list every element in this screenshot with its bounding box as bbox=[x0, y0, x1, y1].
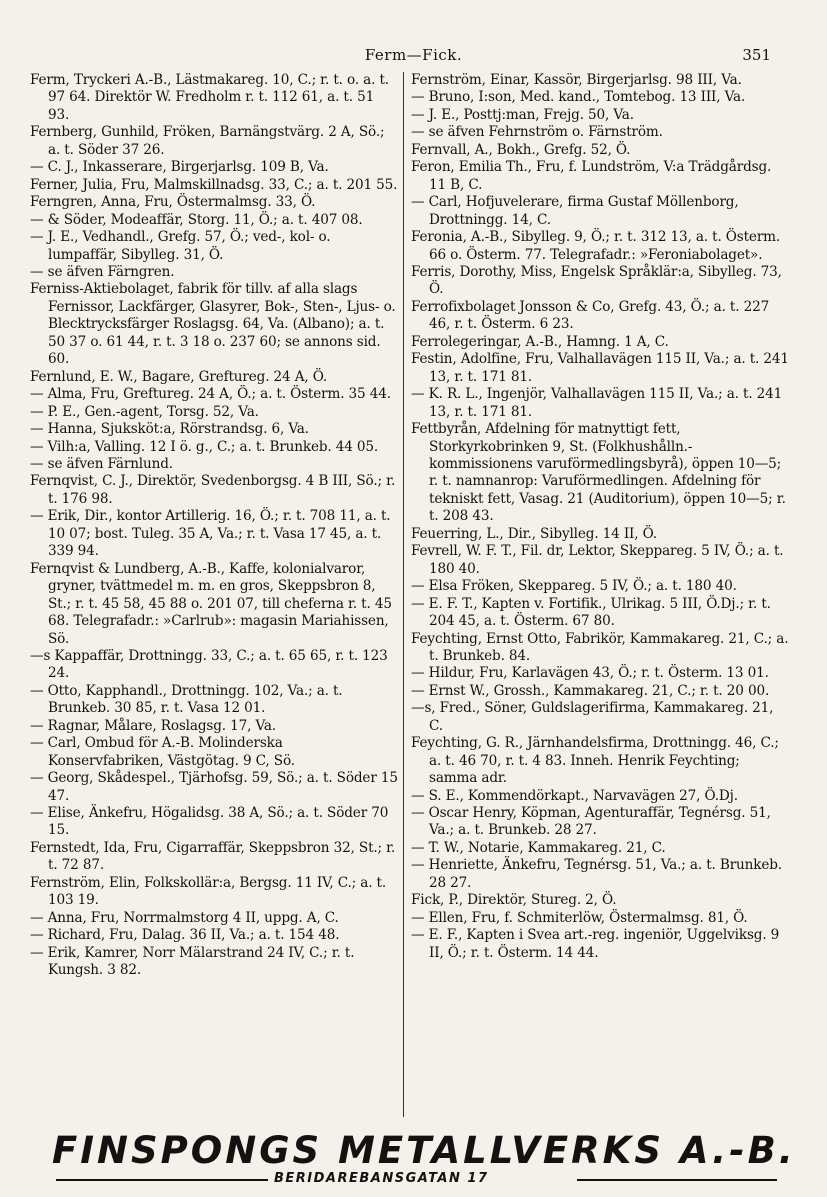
directory-entry: Ferniss-Aktiebolaget, fabrik för tillv. af alla slags Fernissor, Lackfärger, Glasyrer, Bok-, Sten-, Ljus- o. Blecktrycksfärger Roslagsg. 64, Va. (Albano); a. t. 50 37 o. 61 44, r. t. 3 18 o. 237 60; se annons sid. 60. bbox=[30, 281, 396, 368]
directory-entry: — Bruno, I:son, Med. kand., Tomtebog. 13 III, Va. bbox=[411, 89, 746, 106]
directory-entry: Feychting, G. R., Järnhandelsfirma, Drottningg. 46, C.; a. t. 46 70, r. t. 4 83. Inneh. Henrik Feychting; samma adr. bbox=[411, 735, 779, 787]
directory-entry: Fernstedt, Ida, Fru, Cigarraffär, Skeppsbron 32, St.; r. t. 72 87. bbox=[30, 839, 396, 874]
directory-entry: Fernberg, Gunhild, Fröken, Barnängstvärg. 2 A, Sö.; a. t. Söder 37 26. bbox=[30, 124, 385, 158]
directory-entry: Ferngren, Anna, Fru, Östermalmsg. 33, Ö. bbox=[30, 194, 316, 211]
directory-entry: — Richard, Fru, Dalag. 36 II, Va.; a. t. 154 48. bbox=[30, 927, 340, 944]
page-number: 351 bbox=[742, 46, 771, 64]
directory-entry: — T. W., Notarie, Kammakareg. 21, C. bbox=[411, 839, 666, 856]
running-title: Ferm—Fick. bbox=[364, 46, 463, 64]
directory-entry: — Oscar Henry, Köpman, Agenturaffär, Tegnérsg. 51, Va.; a. t. Brunkeb. 28 27. bbox=[411, 805, 771, 839]
directory-entry: Fernström, Einar, Kassör, Birgerjarlsg. 98 III, Va. bbox=[411, 72, 742, 88]
directory-entry: Ferner, Julia, Fru, Malmskillnadsg. 33, C.; a. t. 201 55. bbox=[30, 176, 398, 193]
directory-entry: — Vilh:a, Valling. 12 I ö. g., C.; a. t. Brunkeb. 44 05. bbox=[30, 438, 379, 455]
advertisement-address-row bbox=[52, 1171, 772, 1187]
directory-entry: Fernlund, E. W., Bagare, Greftureg. 24 A, Ö. bbox=[30, 368, 328, 385]
advertisement-company: FINSPONGS METALLVERKS A.-B. bbox=[52, 1129, 796, 1172]
directory-entry: — S. E., Kommendörkapt., Narvavägen 27, Ö.Dj. bbox=[411, 787, 738, 804]
directory-entry: — Erik, Kamrer, Norr Mälarstrand 24 IV, C.; r. t. Kungsh. 3 82. bbox=[30, 944, 355, 979]
directory-entry: Fevrell, W. F. T., Fil. dr, Lektor, Skeppareg. 5 IV, Ö.; a. t. 180 40. bbox=[411, 543, 784, 577]
right-column bbox=[411, 72, 789, 962]
directory-entry: — J. E., Vedhandl., Grefg. 57, Ö.; ved-, kol- o. lumpaffär, Sibylleg. 31, Ö. bbox=[30, 229, 331, 263]
directory-entry: — Carl, Ombud för A.-B. Molinderska Konservfabriken, Västgötag. 9 C, Sö. bbox=[30, 735, 295, 769]
directory-entry: — E. F., Kapten i Svea art.-reg. ingeniör, Uggelviksg. 9 II, Ö.; r. t. Österm. 14 44. bbox=[411, 927, 780, 961]
directory-entry: — Carl, Hofjuvelerare, firma Gustaf Möllenborg, Drottningg. 14, C. bbox=[411, 194, 739, 228]
advertisement-address: BERIDAREBANSGATAN 17 bbox=[274, 1171, 489, 1186]
directory-entry: — K. R. L., Ingenjör, Valhallavägen 115 II, Va.; a. t. 241 13, r. t. 171 81. bbox=[411, 386, 783, 420]
directory-entry: — Hanna, Sjuksköt:a, Rörstrandsg. 6, Va. bbox=[30, 421, 309, 438]
page-header bbox=[0, 46, 827, 68]
left-column bbox=[30, 72, 398, 980]
directory-entry: — Henriette, Änkefru, Tegnérsg. 51, Va.; a. t. Brunkeb. 28 27. bbox=[411, 857, 782, 891]
directory-entry: — C. J., Inkasserare, Birgerjarlsg. 109 B, Va. bbox=[30, 159, 329, 176]
directory-entry: —s, Fred., Söner, Guldslagerifirma, Kammakareg. 21, C. bbox=[411, 700, 774, 734]
advertisement-rule-right bbox=[577, 1179, 777, 1181]
directory-entry: — Ernst W., Grossh., Kammakareg. 21, C.; r. t. 20 00. bbox=[411, 682, 770, 699]
directory-entry: Fernqvist & Lundberg, A.-B., Kaffe, kolonialvaror, gryner, tvättmedel m. m. en gros, Skeppsbron 8, St.; r. t. 45 58, 45 88 o. 201 07, till cheferna r. t. 45 68. Telegrafadr.: »Carlrub»: magasin Mariahissen, Sö. bbox=[30, 560, 392, 647]
directory-entry: Feron, Emilia Th., Fru, f. Lundström, V:a Trädgårdsg. 11 B, C. bbox=[411, 159, 772, 193]
column-divider bbox=[403, 72, 404, 1117]
directory-entry: — Otto, Kapphandl., Drottningg. 102, Va.; a. t. Brunkeb. 30 85, r. t. Vasa 12 01. bbox=[30, 682, 343, 717]
directory-entry: — Anna, Fru, Norrmalmstorg 4 II, uppg. A, C. bbox=[30, 909, 339, 926]
directory-entry: Feychting, Ernst Otto, Fabrikör, Kammakareg. 21, C.; a. t. Brunkeb. 84. bbox=[411, 630, 789, 664]
directory-entry: Feuerring, L., Dir., Sibylleg. 14 II, Ö. bbox=[411, 525, 657, 542]
directory-entry: — se äfven Färngren. bbox=[30, 263, 175, 280]
directory-entry: — se äfven Fehrnström o. Färnström. bbox=[411, 124, 663, 141]
directory-entry: Festin, Adolfine, Fru, Valhallavägen 115 II, Va.; a. t. 241 13, r. t. 171 81. bbox=[411, 351, 789, 385]
directory-entry: — J. E., Posttj:man, Frejg. 50, Va. bbox=[411, 106, 634, 123]
advertisement-rule-left bbox=[56, 1179, 268, 1181]
directory-entry: Fernström, Elin, Folkskollär:a, Bergsg. 11 IV, C.; a. t. 103 19. bbox=[30, 874, 387, 909]
directory-entry: — P. E., Gen.-agent, Torsg. 52, Va. bbox=[30, 403, 259, 420]
directory-entry: — Elsa Fröken, Skeppareg. 5 IV, Ö.; a. t. 180 40. bbox=[411, 578, 737, 595]
directory-entry: — Erik, Dir., kontor Artillerig. 16, Ö.; r. t. 708 11, a. t. 10 07; bost. Tuleg. 35 A, Va.; r. t. Vasa 17 45, a. t. 339 94. bbox=[30, 508, 391, 560]
directory-entry: Fernqvist, C. J., Direktör, Svedenborgsg. 4 B III, Sö.; r. t. 176 98. bbox=[30, 473, 396, 507]
directory-entry: Fernvall, A., Bokh., Grefg. 52, Ö. bbox=[411, 141, 631, 158]
directory-entry: — & Söder, Modeaffär, Storg. 11, Ö.; a. t. 407 08. bbox=[30, 211, 363, 228]
directory-entry: — Ragnar, Målare, Roslagsg. 17, Va. bbox=[30, 717, 276, 734]
directory-entry: — Elise, Änkefru, Högalidsg. 38 A, Sö.; a. t. Söder 70 15. bbox=[30, 805, 389, 839]
directory-entry: —s Kappaffär, Drottningg. 33, C.; a. t. 65 65, r. t. 123 24. bbox=[30, 647, 388, 682]
directory-entry: — E. F. T., Kapten v. Fortifik., Ulrikag. 5 III, Ö.Dj.; r. t. 204 45, a. t. Österm. 67 80. bbox=[411, 595, 771, 630]
directory-entry: Fettbyrån, Afdelning för matnyttigt fett, Storkyrkobrinken 9, St. (Folkhushålln.-kommissionens varuförmedlingsbyrå), öppen 10—5; r. t. namnanrop: Varuförmedlingen. Afdelning för tekniskt fett, Vasag. 21 (Auditorium), öppen 10—5; r. t. 208 43. bbox=[411, 421, 786, 525]
directory-entry: Ferrofixbolaget Jonsson & Co, Grefg. 43, Ö.; a. t. 227 46, r. t. Österm. 6 23. bbox=[411, 298, 770, 333]
directory-entry: Ferris, Dorothy, Miss, Engelsk Språklär:a, Sibylleg. 73, Ö. bbox=[411, 263, 782, 298]
directory-entry: Ferm, Tryckeri A.-B., Lästmakareg. 10, C.; r. t. o. a. t. 97 64. Direktör W. Fredholm r. t. 112 61, a. t. 51 93. bbox=[30, 72, 389, 123]
directory-entry: Fick, P., Direktör, Stureg. 2, Ö. bbox=[411, 892, 617, 909]
directory-entry: Feronia, A.-B., Sibylleg. 9, Ö.; r. t. 312 13, a. t. Österm. 66 o. Österm. 77. Telegrafadr.: »Feroniabolaget». bbox=[411, 229, 781, 263]
directory-entry: — se äfven Färnlund. bbox=[30, 455, 173, 472]
directory-entry: — Hildur, Fru, Karlavägen 43, Ö.; r. t. Österm. 13 01. bbox=[411, 665, 769, 682]
directory-entry: — Alma, Fru, Greftureg. 24 A, Ö.; a. t. Österm. 35 44. bbox=[30, 386, 391, 403]
directory-entry: Ferrolegeringar, A.-B., Hamng. 1 A, C. bbox=[411, 333, 669, 350]
directory-entry: — Ellen, Fru, f. Schmiterlöw, Östermalmsg. 81, Ö. bbox=[411, 909, 748, 926]
directory-entry: — Georg, Skådespel., Tjärhofsg. 59, Sö.; a. t. Söder 15 47. bbox=[30, 770, 398, 804]
